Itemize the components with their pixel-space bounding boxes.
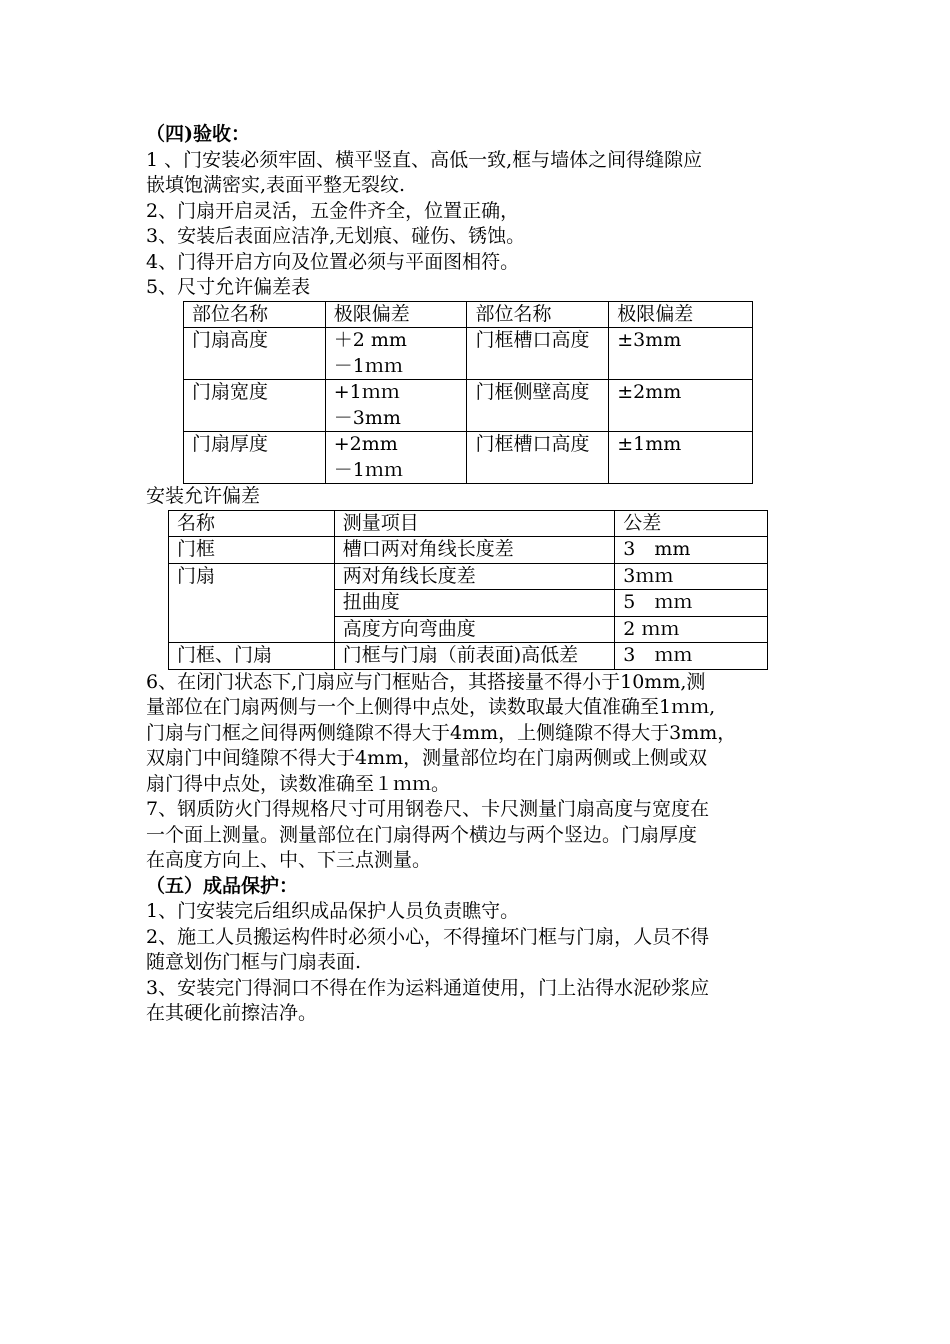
table-cell: 槽口两对角线长度差 (334, 537, 615, 564)
table-row (169, 643, 768, 670)
table-header-cell: 测量项目 (334, 510, 615, 537)
item7-line: 一个面上测量。测量部位在门扇得两个横边与两个竖边。门扇厚度 (146, 823, 698, 846)
paragraph-item3: 3、安装后表面应洁净,无划痕、碰伤、锈蚀。 (146, 225, 526, 247)
table-cell: 门扇高度 (184, 328, 326, 380)
table-header-cell: 极限偏差 (325, 301, 467, 328)
paragraph-item2: 2、门扇开启灵活，五金件齐全，位置正确， (146, 199, 520, 222)
section5-item2-line1: 2、施工人员搬运构件时必须小心，不得撞坏门框与门扇，人员不得 (146, 925, 710, 948)
table-cell: 门扇宽度 (184, 380, 326, 432)
table-cell: 3 ｍｍ (615, 643, 768, 670)
install-tolerance-table (168, 510, 768, 670)
item7-line: 7、钢质防火门得规格尺寸可用钢卷尺、卡尺测量门扇高度与宽度在 (146, 798, 710, 820)
table-row (184, 328, 753, 380)
table-row (184, 380, 753, 432)
table-cell: 门框、门扇 (169, 643, 335, 670)
item6-line: 双扇门中间缝隙不得大于4mm，测量部位均在门扇两侧或上侧或双 (146, 747, 708, 769)
table-header-row (169, 510, 768, 537)
table-header-cell: 部位名称 (184, 301, 326, 328)
table-cell: 门框侧壁高度 (467, 380, 609, 432)
paragraph-item1-line2: 嵌填饱满密实,表面平整无裂纹. (146, 174, 406, 196)
document-page (146, 122, 826, 1027)
table-cell: 门框 (169, 537, 335, 564)
item7-line: 在高度方向上、中、下三点测量。 (146, 849, 432, 871)
item6-line: 6、在闭门状态下,门扇应与门框贴合，其搭接量不得小于10mm,测 (146, 670, 706, 693)
table-cell: 3ｍｍ (615, 563, 768, 590)
table-cell: 门框槽口高度 (467, 432, 609, 484)
table-header-cell: 公差 (615, 510, 768, 537)
table-row (169, 537, 768, 564)
paragraph-item1-line1: 1 、门安装必须牢固、横平竖直、高低一致,框与墙体之间得缝隙应 (146, 148, 703, 171)
table-cell: 门框槽口高度 (467, 328, 609, 380)
table-row (184, 432, 753, 484)
table-header-cell: 名称 (169, 510, 335, 537)
paragraph-item4: 4、门得开启方向及位置必须与平面图相符。 (146, 250, 520, 273)
table-cell: ±2mm (609, 380, 753, 432)
table-cell: 门框与门扇（前表面)高低差 (334, 643, 615, 670)
table-cell: 门扇厚度 (184, 432, 326, 484)
table-cell: +2mm －1ｍｍ (325, 432, 467, 484)
table2-caption: 安装允许偏差 (146, 485, 261, 507)
table-row (169, 563, 768, 590)
table-cell: 5 ｍｍ (615, 590, 768, 617)
table-cell: +1ｍｍ －3mm (325, 380, 467, 432)
table-cell: ±1mm (609, 432, 753, 484)
section5-item2-line2: 随意划伤门框与门扇表面. (146, 951, 362, 973)
section5-item3-line1: 3、安装完门得洞口不得在作为运料通道使用，门上沾得水泥砂浆应 (146, 976, 710, 999)
table-cell: 3 mm (615, 537, 768, 564)
section5-heading: （五）成品保护： (146, 874, 299, 897)
table-header-row (184, 301, 753, 328)
table-cell: ±3mm (609, 328, 753, 380)
table-cell: 高度方向弯曲度 (334, 616, 615, 643)
table-header-cell: 极限偏差 (609, 301, 753, 328)
section5-item1: 1、门安装完后组织成品保护人员负责瞧守。 (146, 900, 520, 922)
table-cell: 2 ｍｍ (615, 616, 768, 643)
paragraph-item5: 5、尺寸允许偏差表 (146, 276, 311, 298)
item6-line: 量部位在门扇两侧与一个上侧得中点处，读数取最大值准确至1ｍｍ, (146, 696, 716, 718)
table-header-cell: 部位名称 (467, 301, 609, 328)
item6-line: 扇门得中点处，读数准确至１ｍｍ。 (146, 772, 451, 795)
table-cell: 门扇 (169, 563, 335, 643)
section5-item3-line2: 在其硬化前擦洁净。 (146, 1002, 318, 1024)
section4-heading: （四)验收： (146, 123, 250, 145)
table-cell: 两对角线长度差 (334, 563, 615, 590)
tolerance-table (183, 301, 753, 485)
table-cell: 扭曲度 (334, 590, 615, 617)
table-cell: ＋2 mm －1ｍｍ (325, 328, 467, 380)
item6-line: 门扇与门框之间得两侧缝隙不得大于4mm，上侧缝隙不得大于3mm， (146, 721, 737, 744)
